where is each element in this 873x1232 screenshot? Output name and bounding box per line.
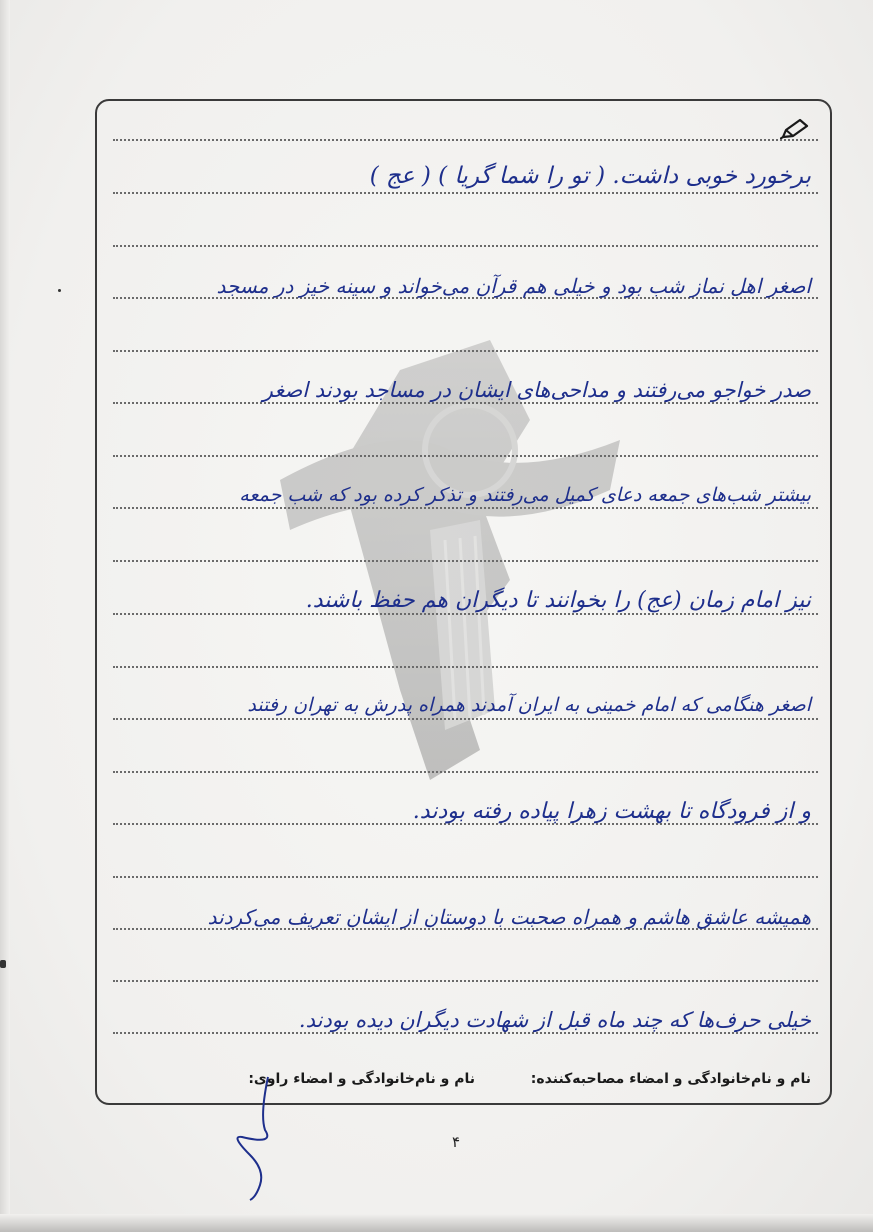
writing-rule <box>113 192 818 194</box>
writing-rule <box>113 613 818 615</box>
writing-rule <box>113 350 818 352</box>
writing-rule <box>113 876 818 878</box>
handwritten-line: بیشتر شب‌های جمعه دعای کمیل می‌رفتند و تذکر کرده بود که شب جمعه <box>239 484 811 506</box>
handwritten-line: صدر خواجو می‌رفتند و مداحی‌های ایشان در مساجد بودند اصغر <box>262 378 811 402</box>
writing-rule <box>113 771 818 773</box>
narrator-signature-label: نام و نام‌خانوادگی و امضاء راوی: <box>248 1071 475 1087</box>
handwritten-line: خیلی حرف‌ها که چند ماه قبل از شهادت دیگران دیده بودند. <box>298 1008 811 1032</box>
writing-rule <box>113 245 818 247</box>
signature-mark <box>220 1075 300 1205</box>
scan-speck <box>0 960 6 968</box>
writing-rule <box>113 402 818 404</box>
writing-rule <box>113 455 818 457</box>
writing-rule <box>113 139 818 141</box>
writing-rule <box>113 980 818 982</box>
scan-edge-bottom <box>0 1214 873 1232</box>
pencil-icon <box>780 118 810 140</box>
writing-rule <box>113 1032 818 1034</box>
handwritten-line: همیشه عاشق هاشم و همراه صحبت با دوستان از ایشان تعریف می‌کردند <box>207 905 811 929</box>
handwritten-line: اصغر هنگامی که امام خمینی به ایران آمدند همراه پدرش به تهران رفتند <box>247 694 811 716</box>
writing-rule <box>113 666 818 668</box>
scan-speck <box>58 289 61 292</box>
handwritten-line: و از فرودگاه تا بهشت زهرا پیاده رفته بودند. <box>412 799 811 824</box>
handwritten-line: نیز امام زمان (عج) را بخوانند تا دیگران هم حفظ باشند. <box>305 588 811 613</box>
page-number: ۴ <box>452 1133 461 1151</box>
interviewer-signature-label: نام و نام‌خانوادگی و امضاء مصاحبه‌کننده: <box>530 1071 811 1087</box>
handwritten-line: برخورد خوبی داشت. ( تو را شما گریا ) ( عج ) <box>369 163 811 189</box>
scan-edge-left <box>0 0 10 1232</box>
writing-rule <box>113 560 818 562</box>
handwritten-line: اصغر اهل نماز شب بود و خیلی هم قرآن می‌خواند و سینه خیز در مسجد <box>216 274 811 298</box>
writing-rule <box>113 718 818 720</box>
writing-rule <box>113 507 818 509</box>
